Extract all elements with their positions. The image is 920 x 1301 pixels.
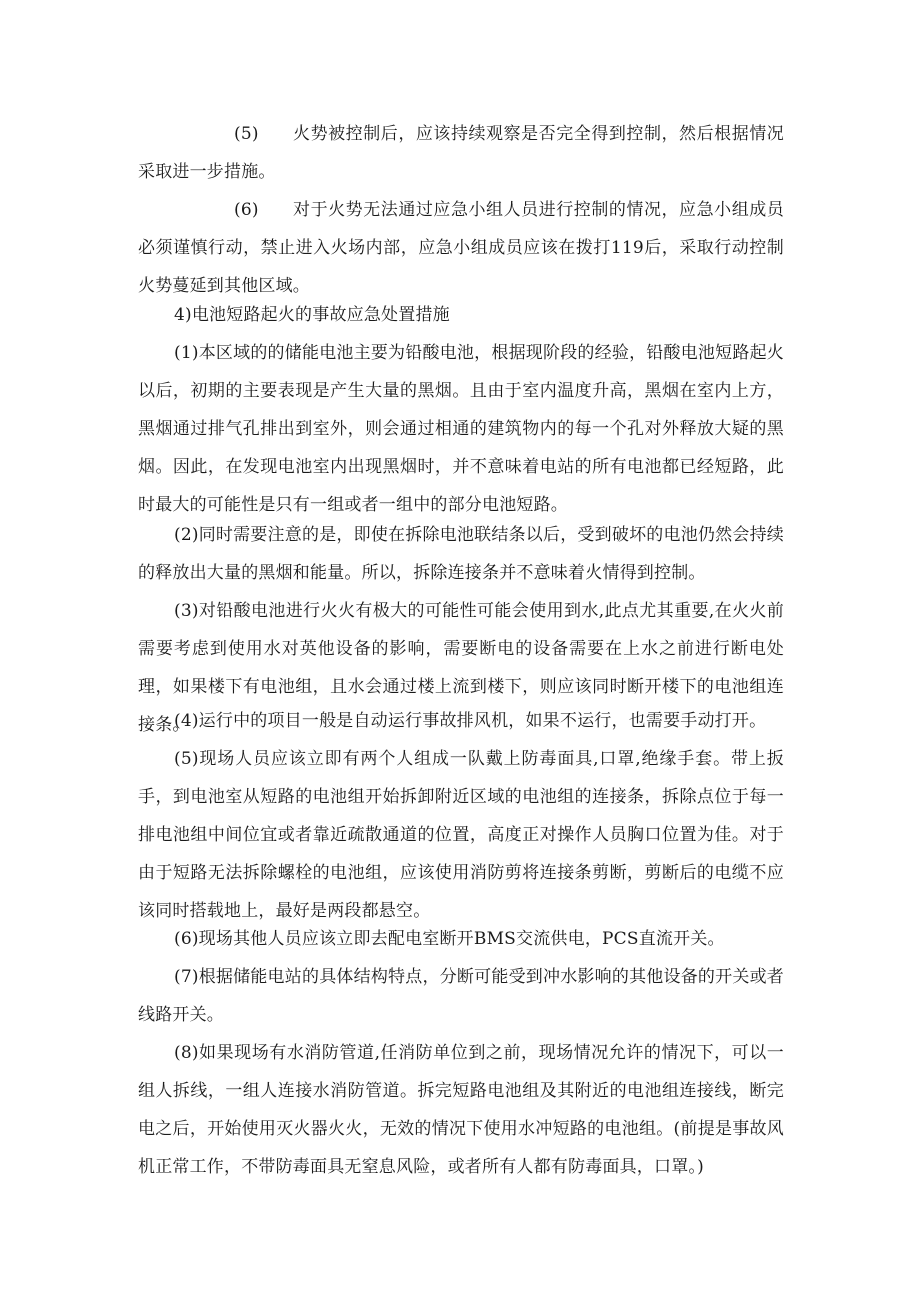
item-label: (6) bbox=[234, 200, 259, 220]
section-heading: 4)电池短路起火的事故应急处置措施 bbox=[174, 305, 450, 325]
item-label: (5) bbox=[234, 124, 259, 144]
paragraph-battery-7: (7)根据储能电站的具体结构特点，分断可能受到冲水影响的其他设备的开关或者线路开关。 bbox=[138, 967, 784, 1025]
item-text: 火势被控制后，应该持续观察是否完全得到控制，然后根据情况采取进一步措施。 bbox=[138, 124, 784, 182]
paragraph-battery-1: (1)本区域的的储能电池主要为铅酸电池，根据现阶段的经验，铅酸电池短路起火以后，初期的主要表现是产生大量的黑烟。且由于室内温度升高，黑烟在室内上方，黑烟通过排气孔排出到室外，则会通过相通的建筑物内的每一个孔对外释放大疑的黑烟。因此，在发现电池室内出现黑烟时，并不意味着电站的所有电池都已经短路，此时最大的可能性是只有一组或者一组中的部分电池短路。 bbox=[138, 343, 784, 515]
paragraph-fire-6 bbox=[138, 191, 784, 305]
paragraph-battery-8: (8)如果现场有水消防管道,任消防单位到之前，现场情况允许的情况下，可以一组人拆线，一组人连接水消防管道。拆完短路电池组及其附近的电池组连接线，断完电之后，开始使用灭火器火火，无效的情况下使用水冲短路的电池组。(前提是事故风机正常工作，不带防毒面具无窒息风险，或者所有人都有防毒面具，口罩。) bbox=[138, 1043, 784, 1177]
paragraph-fire-5 bbox=[138, 115, 784, 191]
paragraph-battery-2: (2)同时需要注意的是，即使在拆除电池联结条以后，受到破坏的电池仍然会持续的释放出大量的黑烟和能量。所以，拆除连接条并不意味着火情得到控制。 bbox=[138, 525, 784, 583]
paragraph-battery-5: (5)现场人员应该立即有两个人组成一队戴上防毒面具,口罩,绝缘手套。带上扳手，到电池室从短路的电池组开始拆卸附近区域的电池组的连接条，拆除点位于每一排电池组中间位宜或者靠近疏散通道的位置，高度正对操作人员胸口位置为佳。对于由于短路无法拆除螺栓的电池组，应该使用消防剪将连接条剪断，剪断后的电缆不应该同时搭载地上，最好是两段都悬空。 bbox=[138, 749, 784, 921]
paragraph-battery-4: (4)运行中的项目一般是自动运行事故排风机，如果不运行，也需要手动打开。 bbox=[174, 711, 767, 731]
paragraph-battery-3: (3)对铅酸电池进行火火有极大的可能性可能会使用到水,此点尤其重要,在火火前需要考虑到使用水对英他设备的影响，需要断电的设备需要在上水之前进行断电处理，如果楼下有电池组，且水会通过楼上流到楼下，则应该同时断开楼下的电池组连接条。 bbox=[138, 601, 784, 735]
paragraph-battery-6: (6)现场其他人员应该立即去配电室断开BMS交流供电，PCS直流开关。 bbox=[174, 929, 725, 949]
item-text: 对于火势无法通过应急小组人员进行控制的情况，应急小组成员必须谨慎行动，禁止进入火场内部，应急小组成员应该在拨打119后，采取行动控制火势蔓延到其他区域。 bbox=[138, 200, 784, 296]
